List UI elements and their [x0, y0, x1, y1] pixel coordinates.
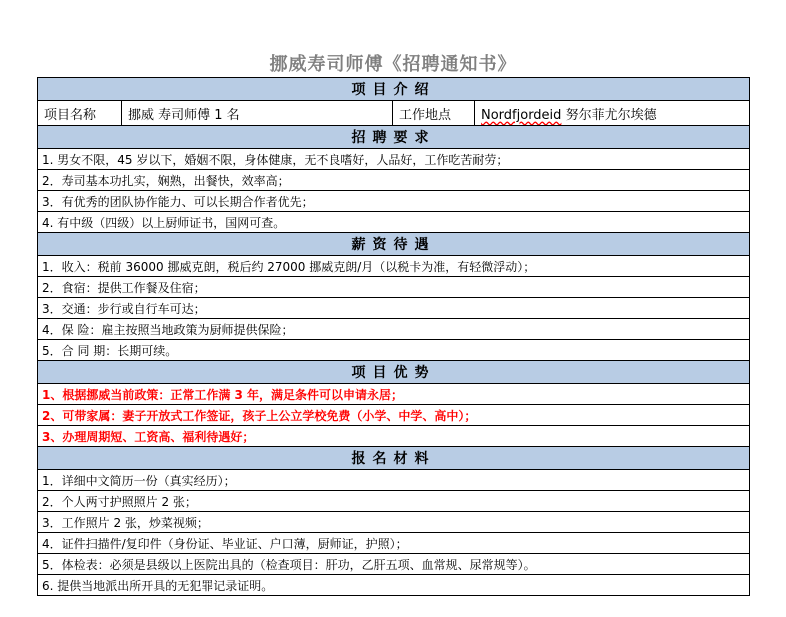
requirement-text: 4. 有中级（四级）以上厨师证书，国网可查。: [38, 212, 750, 233]
location-value-cn: 努尔菲尤尔埃德: [565, 107, 657, 123]
benefit-item: [38, 256, 750, 277]
material-text: 3．工作照片 2 张，炒菜视频；: [38, 512, 750, 533]
location-value-latin: Nordfjordeid: [481, 107, 562, 123]
benefit-item: [38, 340, 750, 361]
requirement-item: [38, 191, 750, 212]
benefit-text: 4．保 险：雇主按照当地政策为厨师提供保险；: [38, 319, 750, 340]
section-title: 报名材料: [38, 447, 750, 470]
advantage-text: 2、可带家属：妻子开放式工作签证，孩子上公立学校免费（小学、中学、高中）；: [38, 405, 750, 426]
section-title: 招聘要求: [38, 126, 750, 149]
section-header-project-intro: [38, 78, 750, 101]
location-label: 工作地点: [393, 101, 475, 126]
material-text: 4．证件扫描件/复印件（身份证、毕业证、户口薄，厨师证，护照）；: [38, 533, 750, 554]
document-title: 挪威寿司师傅《招聘通知书》: [269, 54, 517, 75]
requirement-item: [38, 149, 750, 170]
section-header-benefits: [38, 233, 750, 256]
benefit-text: 1．收入：税前 36000 挪威克朗，税后约 27000 挪威克朗/月（以税卡为准，有轻微浮动）；: [38, 256, 750, 277]
material-item: [38, 554, 750, 575]
benefit-text: 3．交通：步行或自行车可达；: [38, 298, 750, 319]
advantage-item: [38, 405, 750, 426]
material-item: [38, 470, 750, 491]
material-text: 6. 提供当地派出所开具的无犯罪记录证明。: [38, 575, 750, 596]
advantage-text: 1、根据挪威当前政策：正常工作满 3 年，满足条件可以申请永居；: [38, 384, 750, 405]
advantage-item: [38, 384, 750, 405]
benefit-text: 5．合 同 期：长期可续。: [38, 340, 750, 361]
material-item: [38, 533, 750, 554]
benefit-item: [38, 298, 750, 319]
section-header-requirements: [38, 126, 750, 149]
advantage-item: [38, 426, 750, 447]
material-text: 5．体检表：必须是县级以上医院出具的（检查项目：肝功，乙肝五项、血常规、尿常规等）。: [38, 554, 750, 575]
project-info-row: [38, 101, 750, 126]
requirement-text: 3．有优秀的团队协作能力、可以长期合作者优先；: [38, 191, 750, 212]
material-text: 1．详细中文简历一份（真实经历）；: [38, 470, 750, 491]
section-header-materials: [38, 447, 750, 470]
section-title: 项目介绍: [38, 78, 750, 101]
section-title: 薪资待遇: [38, 233, 750, 256]
material-item: [38, 491, 750, 512]
requirement-item: [38, 170, 750, 191]
benefit-item: [38, 277, 750, 298]
advantage-text: 3、办理周期短、工资高、福利待遇好；: [38, 426, 750, 447]
benefit-item: [38, 319, 750, 340]
location-value: [475, 101, 750, 126]
project-name-value: 挪威 寿司师傅 1 名: [122, 101, 393, 126]
project-name-label: 项目名称: [38, 101, 122, 126]
material-item: [38, 575, 750, 596]
section-header-advantages: [38, 361, 750, 384]
requirement-text: 1. 男女不限，45 岁以下，婚姻不限，身体健康，无不良嗜好，人品好，工作吃苦耐劳；: [38, 149, 750, 170]
requirement-item: [38, 212, 750, 233]
benefit-text: 2．食宿：提供工作餐及住宿；: [38, 277, 750, 298]
material-item: [38, 512, 750, 533]
section-title: 项目优势: [38, 361, 750, 384]
material-text: 2．个人两寸护照照片 2 张；: [38, 491, 750, 512]
requirement-text: 2．寿司基本功扎实，娴熟，出餐快，效率高；: [38, 170, 750, 191]
recruitment-table: [37, 77, 750, 596]
